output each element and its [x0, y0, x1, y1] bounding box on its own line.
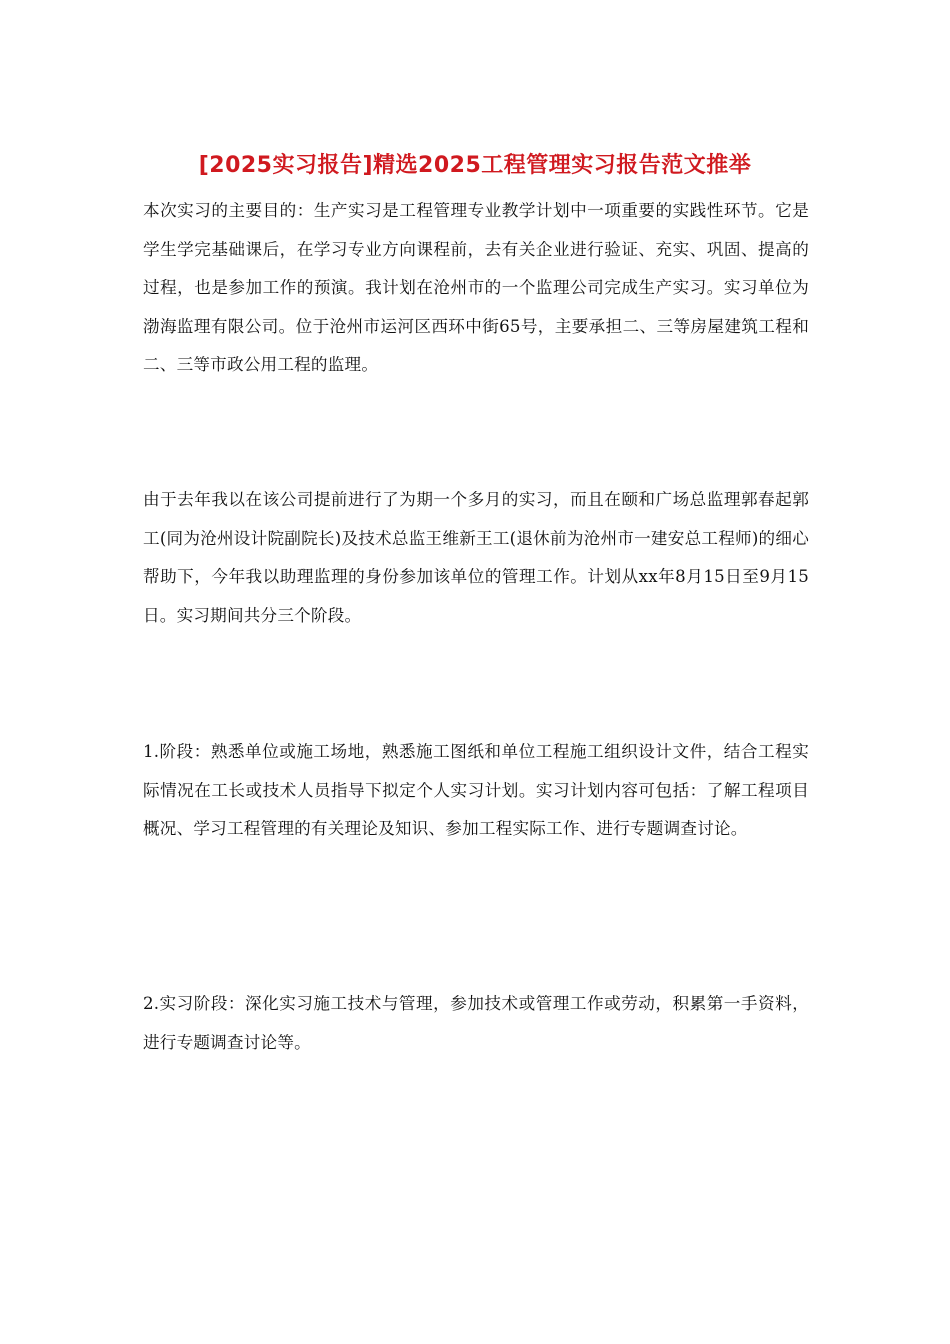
- document-title: [2025实习报告]精选2025工程管理实习报告范文推举: [198, 153, 752, 178]
- paragraph-background: 由于去年我以在该公司提前进行了为期一个多月的实习，而且在颐和广场总监理郭春起郭工(同为沧州设计院副院长)及技术总监王维新王工(退休前为沧州市一建安总工程师)的细心帮助下，今年我以助理监理的身份参加该单位的管理工作。计划从xx年8月15日至9月15日。实习期间共分三个阶段。: [143, 490, 809, 625]
- paragraph-purpose: 本次实习的主要目的：生产实习是工程管理专业教学计划中一项重要的实践性环节。它是学生学完基础课后，在学习专业方向课程前，去有关企业进行验证、充实、巩固、提高的过程，也是参加工作的预演。我计划在沧州市的一个监理公司完成生产实习。实习单位为渤海监理有限公司。位于沧州市运河区西环中街65号，主要承担二、三等房屋建筑工程和二、三等市政公用工程的监理。: [143, 201, 809, 374]
- paragraph-stage-1: 1.阶段：熟悉单位或施工场地，熟悉施工图纸和单位工程施工组织设计文件，结合工程实际情况在工长或技术人员指导下拟定个人实习计划。实习计划内容可包括：了解工程项目概况、学习工程管理的有关理论及知识、参加工程实际工作、进行专题调查讨论。: [143, 742, 809, 838]
- paragraph-stage-2: 2.实习阶段：深化实习施工技术与管理，参加技术或管理工作或劳动，积累第一手资料，进行专题调查讨论等。: [143, 994, 809, 1052]
